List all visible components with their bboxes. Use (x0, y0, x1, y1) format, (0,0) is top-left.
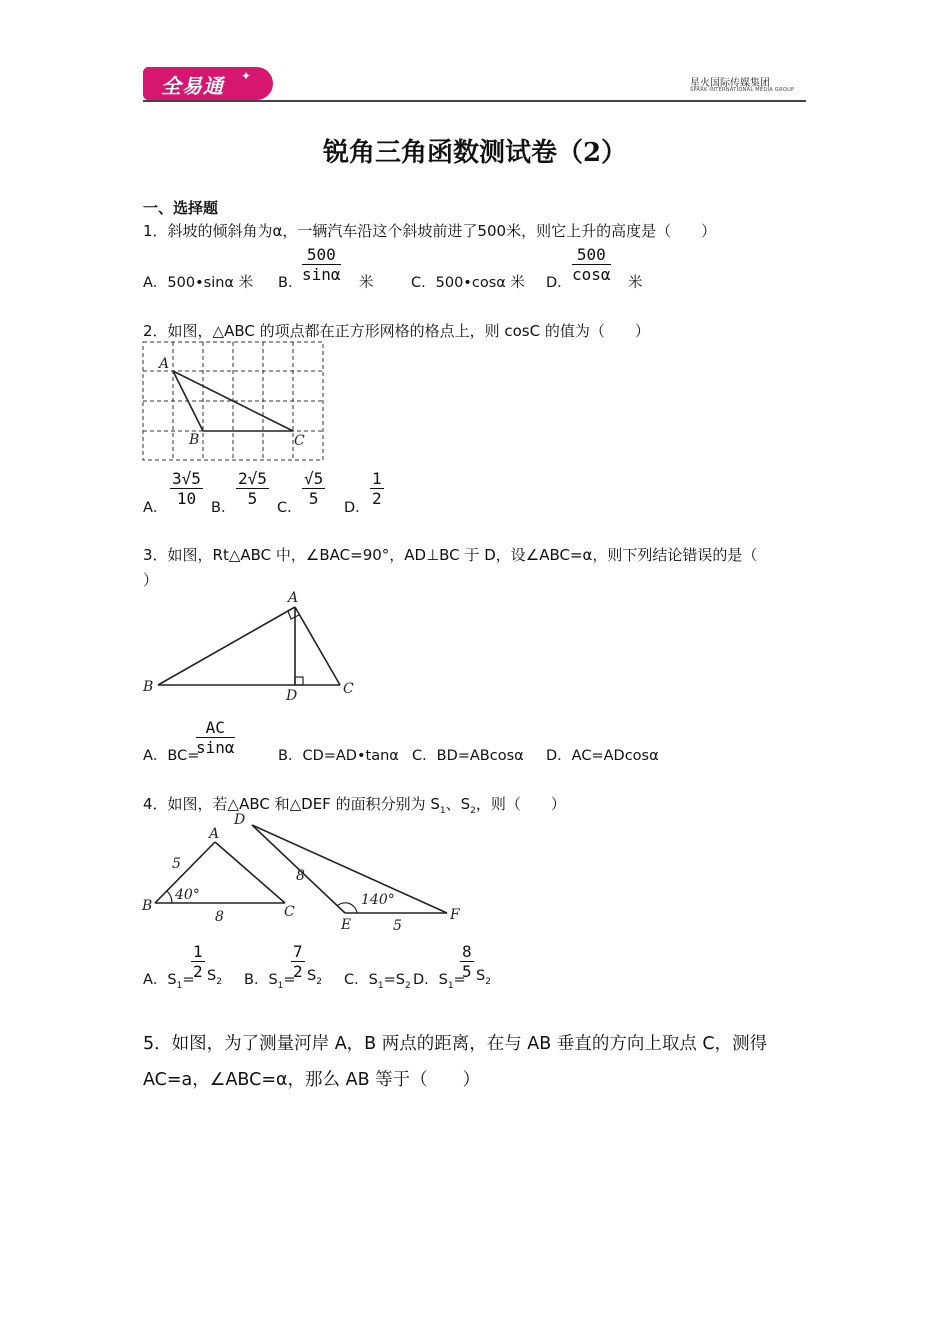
q4-b-denominator: 2 (293, 962, 303, 981)
q2-label-b: B (189, 432, 200, 448)
q4-b-sub-2: 2 (316, 976, 322, 987)
q2-label-c: C (294, 433, 305, 449)
q4-label-e: E (341, 917, 352, 933)
q4-label-d: D (234, 812, 246, 828)
q3-a-denominator: sinα (196, 738, 235, 757)
q4-stem-post: ，则（ ） (475, 795, 566, 813)
q4-a-sub-1: 1 (176, 980, 183, 991)
q4-d-s: S (476, 968, 486, 984)
q4-option-d-tail (476, 968, 491, 987)
q2-c-numerator: √5 (304, 469, 324, 488)
q4-label-c: C (284, 904, 295, 920)
q3-option-c: C．BD=ABcosα (412, 748, 524, 764)
q4-option-a-fraction (191, 942, 205, 981)
q4-figure (140, 810, 470, 935)
q4-label-f: F (450, 907, 460, 923)
q1-b-numerator: 500 (302, 245, 341, 265)
logo-text: 全易通 (161, 74, 224, 98)
q3-a-numerator: AC (196, 718, 235, 738)
q4-option-c (344, 968, 411, 991)
q2-d-numerator: 1 (372, 469, 382, 488)
brand-logo (143, 67, 273, 100)
org-name: 星火国际传媒集团 (690, 78, 770, 89)
q4-option-a-tail (207, 968, 222, 987)
q1-option-c: C．500•cosα 米 (411, 275, 525, 291)
q2-option-d-fraction (370, 469, 384, 508)
q2-d-denominator: 2 (372, 489, 382, 508)
q3-label-b: B (143, 679, 154, 695)
q4-side-ab: 5 (172, 856, 181, 872)
q4-d-denominator: 5 (462, 962, 472, 981)
q4-c-sub-2: 2 (404, 980, 411, 991)
q4-b-s: S (307, 968, 317, 984)
q3-stem-end: ） (143, 571, 159, 589)
q4-sub-1: 1 (439, 806, 446, 816)
q4-c-label: C．S (344, 972, 378, 988)
q3-label-c: C (343, 681, 354, 697)
q1-option-b-prefix: B． (278, 275, 303, 291)
q2-option-a-fraction (170, 469, 203, 508)
q2-a-numerator: 3√5 (172, 469, 201, 488)
q4-b-numerator: 7 (293, 942, 303, 961)
q3-option-b: B．CD=AD•tanα (278, 748, 399, 764)
q4-angle-e: 140° (361, 892, 395, 908)
q3-figure (140, 584, 365, 704)
q2-option-c-fraction (302, 469, 325, 508)
q4-a-s: S (207, 968, 217, 984)
q2-c-denominator: 5 (308, 489, 319, 508)
q1-option-b-suffix: 米 (359, 275, 374, 291)
q3-option-a-fraction (196, 718, 235, 757)
q2-option-c-prefix: C． (277, 500, 302, 516)
q1-b-denominator: sinα (302, 265, 341, 284)
q1-option-d-prefix: D． (546, 275, 572, 291)
q2-option-a-prefix: A． (143, 500, 168, 516)
q4-d-sub-1: 1 (447, 980, 454, 991)
q5-stem: 5．如图，为了测量河岸 A，B 两点的距离，在与 AB 垂直的方向上取点 C，测得 AC=a，∠ABC=α，那么 AB 等于（ ） (143, 1034, 768, 1090)
q4-b-label: B．S (244, 972, 278, 988)
q4-option-a (143, 968, 195, 991)
q3-option-d: D．AC=ADcosα (546, 748, 659, 764)
q2-label-a: A (159, 356, 170, 372)
q4-option-b-tail (307, 968, 322, 987)
sparkle-icon: ✦ (240, 69, 251, 83)
q2-stem: 2．如图，△ABC 的项点都在正方形网格的格点上，则 cosC 的值为（ ） (143, 322, 650, 340)
q4-label-a: A (209, 826, 220, 842)
q2-grid-figure (140, 338, 330, 464)
q3-option-a-prefix: A．BC= (143, 748, 200, 764)
q1-stem: 1．斜坡的倾斜角为α，一辆汽车沿这个斜坡前进了500米，则它上升的高度是（ ） (143, 222, 717, 240)
q1-option-a: A．500•sinα 米 (143, 275, 254, 291)
q4-a-denominator: 2 (193, 962, 203, 981)
q4-option-d-fraction (460, 942, 474, 981)
org-name-en: SPARK INTERNATIONAL MEDIA GROUP (690, 87, 795, 93)
q4-d-numerator: 8 (462, 942, 472, 961)
q4-side-de: 8 (296, 868, 305, 884)
q4-option-b (244, 968, 296, 991)
q3-label-d: D (286, 688, 298, 704)
q4-angle-b: 40° (175, 887, 200, 903)
q2-b-numerator: 2√5 (238, 469, 267, 488)
q4-a-sub-2: 2 (216, 976, 222, 987)
q2-a-denominator: 10 (176, 489, 197, 508)
q2-option-d-prefix: D． (344, 500, 370, 516)
q1-d-denominator: cosα (572, 265, 611, 284)
q4-option-d (413, 968, 466, 991)
q4-c-sub-1: 1 (377, 980, 384, 991)
q2-option-b-prefix: B． (211, 500, 236, 516)
q1-option-b-fraction (302, 245, 341, 284)
q1-option-d-suffix: 米 (628, 275, 643, 291)
q4-c-eq: =S (383, 972, 405, 988)
q4-option-b-fraction (291, 942, 305, 981)
header-divider (143, 100, 806, 102)
q3-stem: 3．如图，Rt△ABC 中，∠BAC=90°，AD⊥BC 于 D，设∠ABC=α，则下列结论错误的是（ (143, 546, 758, 564)
q4-stem-mid: 、S (445, 795, 471, 813)
q4-b-sub-1: 1 (277, 980, 284, 991)
q2-option-b-fraction (236, 469, 269, 508)
q4-b-eq: = (283, 972, 296, 988)
q1-option-d-fraction (572, 245, 611, 284)
q4-stem-pre: 4．如图，若△ABC 和△DEF 的面积分别为 S (143, 795, 440, 813)
q4-sub-2: 2 (470, 806, 476, 816)
q1-d-numerator: 500 (572, 245, 611, 265)
q4-d-sub-2: 2 (485, 976, 491, 987)
q4-side-ef: 5 (393, 918, 402, 934)
q3-triangle (158, 607, 340, 685)
q4-a-eq: = (182, 972, 195, 988)
q4-side-bc: 8 (215, 909, 224, 925)
q4-a-numerator: 1 (193, 942, 203, 961)
q3-label-a: A (288, 590, 299, 606)
q2-b-denominator: 5 (247, 489, 258, 508)
page-title: 锐角三角函数测试卷（2） (322, 138, 628, 168)
q4-d-label: D．S (413, 972, 448, 988)
q4-label-b: B (142, 898, 153, 914)
section-heading: 一、选择题 (143, 199, 219, 217)
q4-d-eq: = (453, 972, 466, 988)
q4-a-label: A．S (143, 972, 177, 988)
